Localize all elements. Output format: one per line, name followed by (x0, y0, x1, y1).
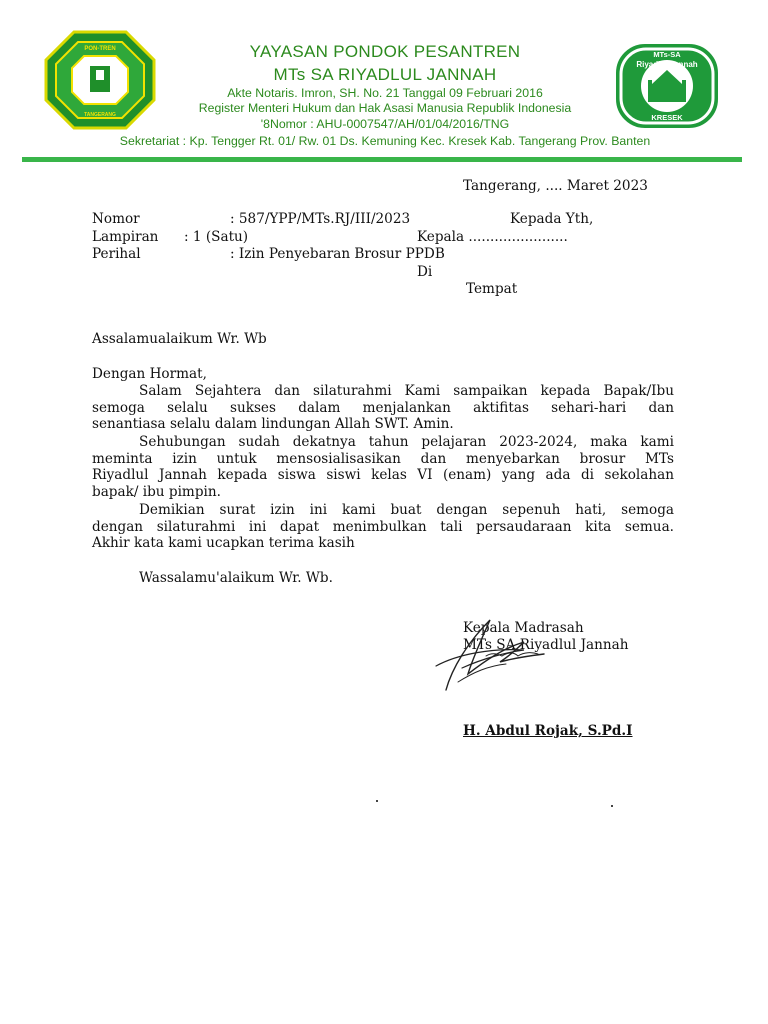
perihal-label: Perihal (92, 246, 141, 262)
p2-line-2: meminta izin untuk mensosialisasikan dan menyebarkan brosur MTs (92, 450, 674, 467)
closing-salam: Wassalamu'alaikum Wr. Wb. (139, 570, 333, 586)
logo-right-top-text: MTs-SA (653, 50, 681, 59)
handwritten-signature (428, 608, 578, 698)
paragraph-1 (92, 383, 674, 433)
speck (611, 805, 613, 807)
school-name: MTs SA RIYADLUL JANNAH (273, 65, 497, 84)
recipient-line-4: Tempat (466, 281, 518, 297)
recipient-line-1: Kepada Yth, (510, 211, 594, 227)
p2-line-4: bapak/ ibu pimpin. (92, 483, 221, 500)
p3-line-1: Demikian surat izin ini kami buat dengan sepenuh hati, semoga (139, 502, 674, 518)
secretariat-address: Sekretariat : Kp. Tengger Rt. 01/ Rw. 01 Ds. Kemuning Kec. Kresek Kab. Tangerang Prov. Banten (119, 134, 651, 148)
signer-title: Kepala Madrasah (463, 620, 584, 636)
paragraph-2 (92, 434, 674, 500)
p3-line-3: Akhir kata kami ucapkan terima kasih (92, 535, 355, 552)
signer-name: H. Abdul Rojak, S.Pd.I (463, 723, 633, 739)
p3-line-2: dengan silaturahmi ini dapat menimbulkan tali persaudaraan kita semua. (92, 518, 674, 535)
p2-line-1: Sehubungan sudah dekatnya tahun pelajaran 2023-2024, maka kami (139, 434, 674, 450)
recipient-line-3: Di (417, 264, 433, 280)
registration-number: '8Nomor : AHU-0007547/AH/01/04/2016/TNG (260, 117, 510, 131)
notary-line: Akte Notaris. Imron, SH. No. 21 Tanggal 09 Februari 2016 (227, 86, 543, 100)
p1-line-2: semoga selalu sukses dalam menjalankan aktifitas sehari-hari dan (92, 399, 674, 416)
svg-text:PON-TREN: PON-TREN (84, 46, 116, 52)
recipient-line-2: Kepala ....................... (417, 229, 568, 245)
nomor-value: : 587/YPP/MTs.RJ/III/2023 (230, 211, 411, 227)
lampiran-value: : 1 (Satu) (184, 229, 249, 245)
letter-date: Tangerang, .... Maret 2023 (463, 178, 648, 194)
opening-salam: Assalamualaikum Wr. Wb (92, 331, 267, 347)
foundation-name: YAYASAN PONDOK PESANTREN (249, 42, 521, 61)
register-line: Register Menteri Hukum dan Hak Asasi Manusia Republik Indonesia (198, 101, 572, 115)
p1-line-1: Salam Sejahtera dan silaturahmi Kami sampaikan kepada Bapak/Ibu (139, 383, 674, 399)
greeting: Dengan Hormat, (92, 366, 207, 382)
letterhead-divider (22, 157, 742, 162)
logo-right-bottom-text: KRESEK (651, 113, 683, 122)
perihal-value: : Izin Penyebaran Brosur PPDB (230, 246, 445, 262)
svg-text:TANGERANG: TANGERANG (84, 112, 116, 118)
lampiran-label: Lampiran (92, 229, 159, 245)
speck (376, 800, 378, 802)
p1-line-3: senantiasa selalu dalam lindungan Allah SWT. Amin. (92, 416, 454, 433)
nomor-label: Nomor (92, 211, 140, 227)
p2-line-3: Riyadlul Jannah kepada siswa siswi kelas VI (enam) yang ada di sekolahan (92, 467, 674, 484)
logo-right-mid-text: Riyadlul Jannah (636, 60, 698, 69)
paragraph-3 (92, 502, 674, 552)
signer-organization: MTs SA Riyadlul Jannah (463, 637, 629, 653)
